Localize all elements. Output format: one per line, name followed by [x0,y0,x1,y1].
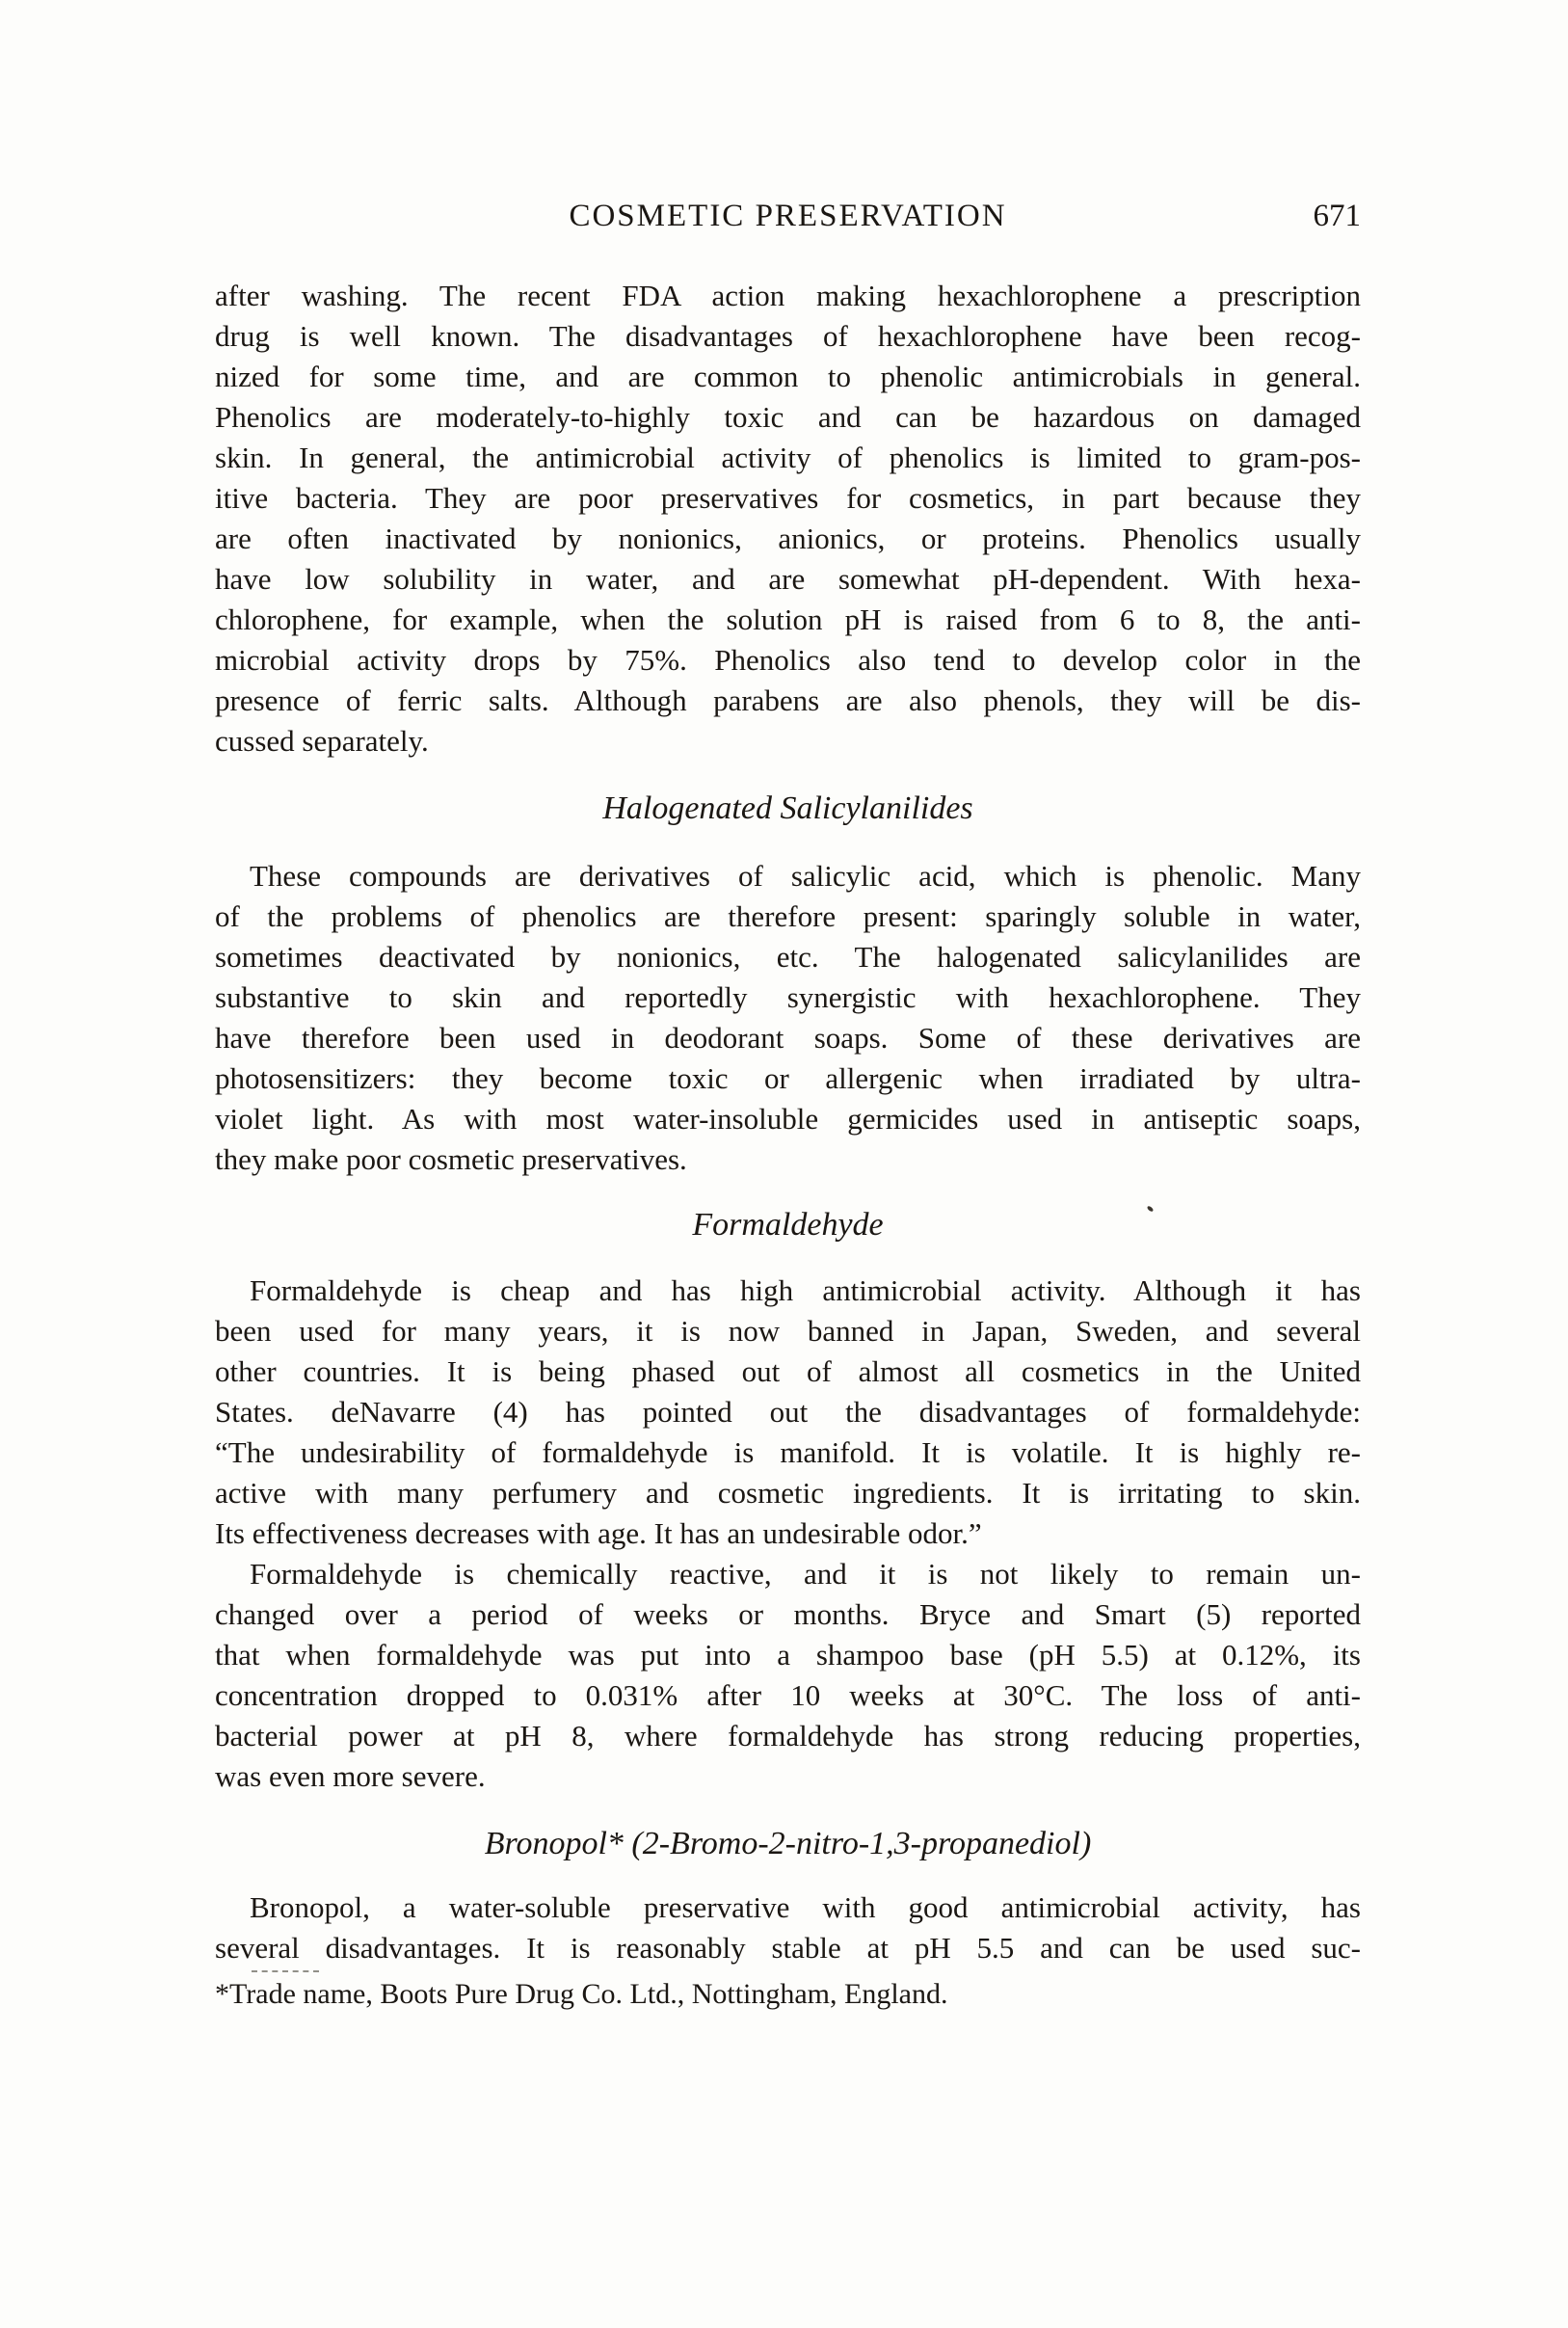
text-line: substantive to skin and reportedly synergistic with hexachlorophene. They [215,980,1361,1014]
text-line: several disadvantages. It is reasonably stable at pH 5.5 and can be used suc- [215,1931,1361,1965]
text-line: bacterial power at pH 8, where formaldehyde has strong reducing properties, [215,1719,1361,1753]
text-line: are often inactivated by nonionics, anionics, or proteins. Phenolics usually [215,522,1361,555]
text-line: was even more severe. [215,1759,486,1793]
text-line: chlorophene, for example, when the solution pH is raised from 6 to 8, the anti- [215,602,1361,636]
text-line: Formaldehyde is chemically reactive, and it is not likely to remain un- [250,1557,1361,1591]
text-line: Bronopol, a water-soluble preservative with good antimicrobial activity, has [250,1890,1361,1924]
text-line: nized for some time, and are common to phenolic antimicrobials in general. [215,360,1361,393]
text-line: changed over a period of weeks or months. Bryce and Smart (5) reported [215,1597,1361,1631]
text-line: other countries. It is being phased out of almost all cosmetics in the United [215,1354,1361,1388]
paragraph-halogenated-salicylanilides [215,856,1361,1180]
footnote-separator-artifact [252,1970,319,1972]
text-line: have low solubility in water, and are somewhat pH-dependent. With hexa- [215,562,1361,596]
page-number: 671 [1313,199,1361,233]
running-header-title: COSMETIC PRESERVATION [569,199,1007,233]
text-line: itive bacteria. They are poor preservatives for cosmetics, in part because they [215,481,1361,515]
text-line: skin. In general, the antimicrobial activity of phenolics is limited to gram-pos- [215,441,1361,474]
running-head [215,197,1361,235]
text-line: that when formaldehyde was put into a shampoo base (pH 5.5) at 0.12%, its [215,1638,1361,1672]
text-line: Phenolics are moderately-to-highly toxic and can be hazardous on damaged [215,400,1361,434]
text-line: after washing. The recent FDA action making hexachlorophene a prescription [215,279,1361,312]
text-line: of the problems of phenolics are therefore present: sparingly soluble in water, [215,899,1361,933]
text-line: “The undesirability of formaldehyde is manifold. It is volatile. It is highly re- [215,1435,1361,1469]
text-block [215,0,1361,2011]
text-line: cussed separately. [215,724,429,758]
text-line: These compounds are derivatives of salicylic acid, which is phenolic. Many [250,859,1361,893]
text-line: drug is well known. The disadvantages of hexachlorophene have been recog- [215,319,1361,353]
text-line: been used for many years, it is now banned in Japan, Sweden, and several [215,1314,1361,1348]
text-line: have therefore been used in deodorant soaps. Some of these derivatives are [215,1021,1361,1055]
text-line: microbial activity drops by 75%. Phenolics also tend to develop color in the [215,643,1361,677]
text-line: violet light. As with most water-insoluble germicides used in antiseptic soaps, [215,1102,1361,1136]
paragraph-formaldehyde-1 [215,1271,1361,1554]
text-line: sometimes deactivated by nonionics, etc. The halogenated salicylanilides are [215,940,1361,974]
text-line: Formaldehyde is cheap and has high antimicrobial activity. Although it has [250,1273,1361,1307]
section-heading-halogenated-salicylanilides: Halogenated Salicylanilides [602,790,973,826]
text-line: photosensitizers: they become toxic or allergenic when irradiated by ultra- [215,1061,1361,1095]
text-line: presence of ferric salts. Although parabens are also phenols, they will be dis- [215,683,1361,717]
text-line: they make poor cosmetic preservatives. [215,1142,687,1176]
footnote: *Trade name, Boots Pure Drug Co. Ltd., Nottingham, England. [215,1978,948,2010]
section-heading-bronopol: Bronopol* (2-Bromo-2-nitro-1,3-propanediol) [484,1826,1092,1861]
text-line: States. deNavarre (4) has pointed out the disadvantages of formaldehyde: [215,1395,1361,1429]
paragraph-bronopol [215,1887,1361,1968]
text-line: Its effectiveness decreases with age. It has an undesirable odor.” [215,1516,982,1550]
paragraph-phenolics [215,276,1361,762]
text-line: active with many perfumery and cosmetic ingredients. It is irritating to skin. [215,1476,1361,1510]
section-heading-formaldehyde: Formaldehyde [692,1207,884,1243]
paragraph-formaldehyde-2 [215,1554,1361,1797]
text-line: concentration dropped to 0.031% after 10 weeks at 30°C. The loss of anti- [215,1678,1361,1712]
